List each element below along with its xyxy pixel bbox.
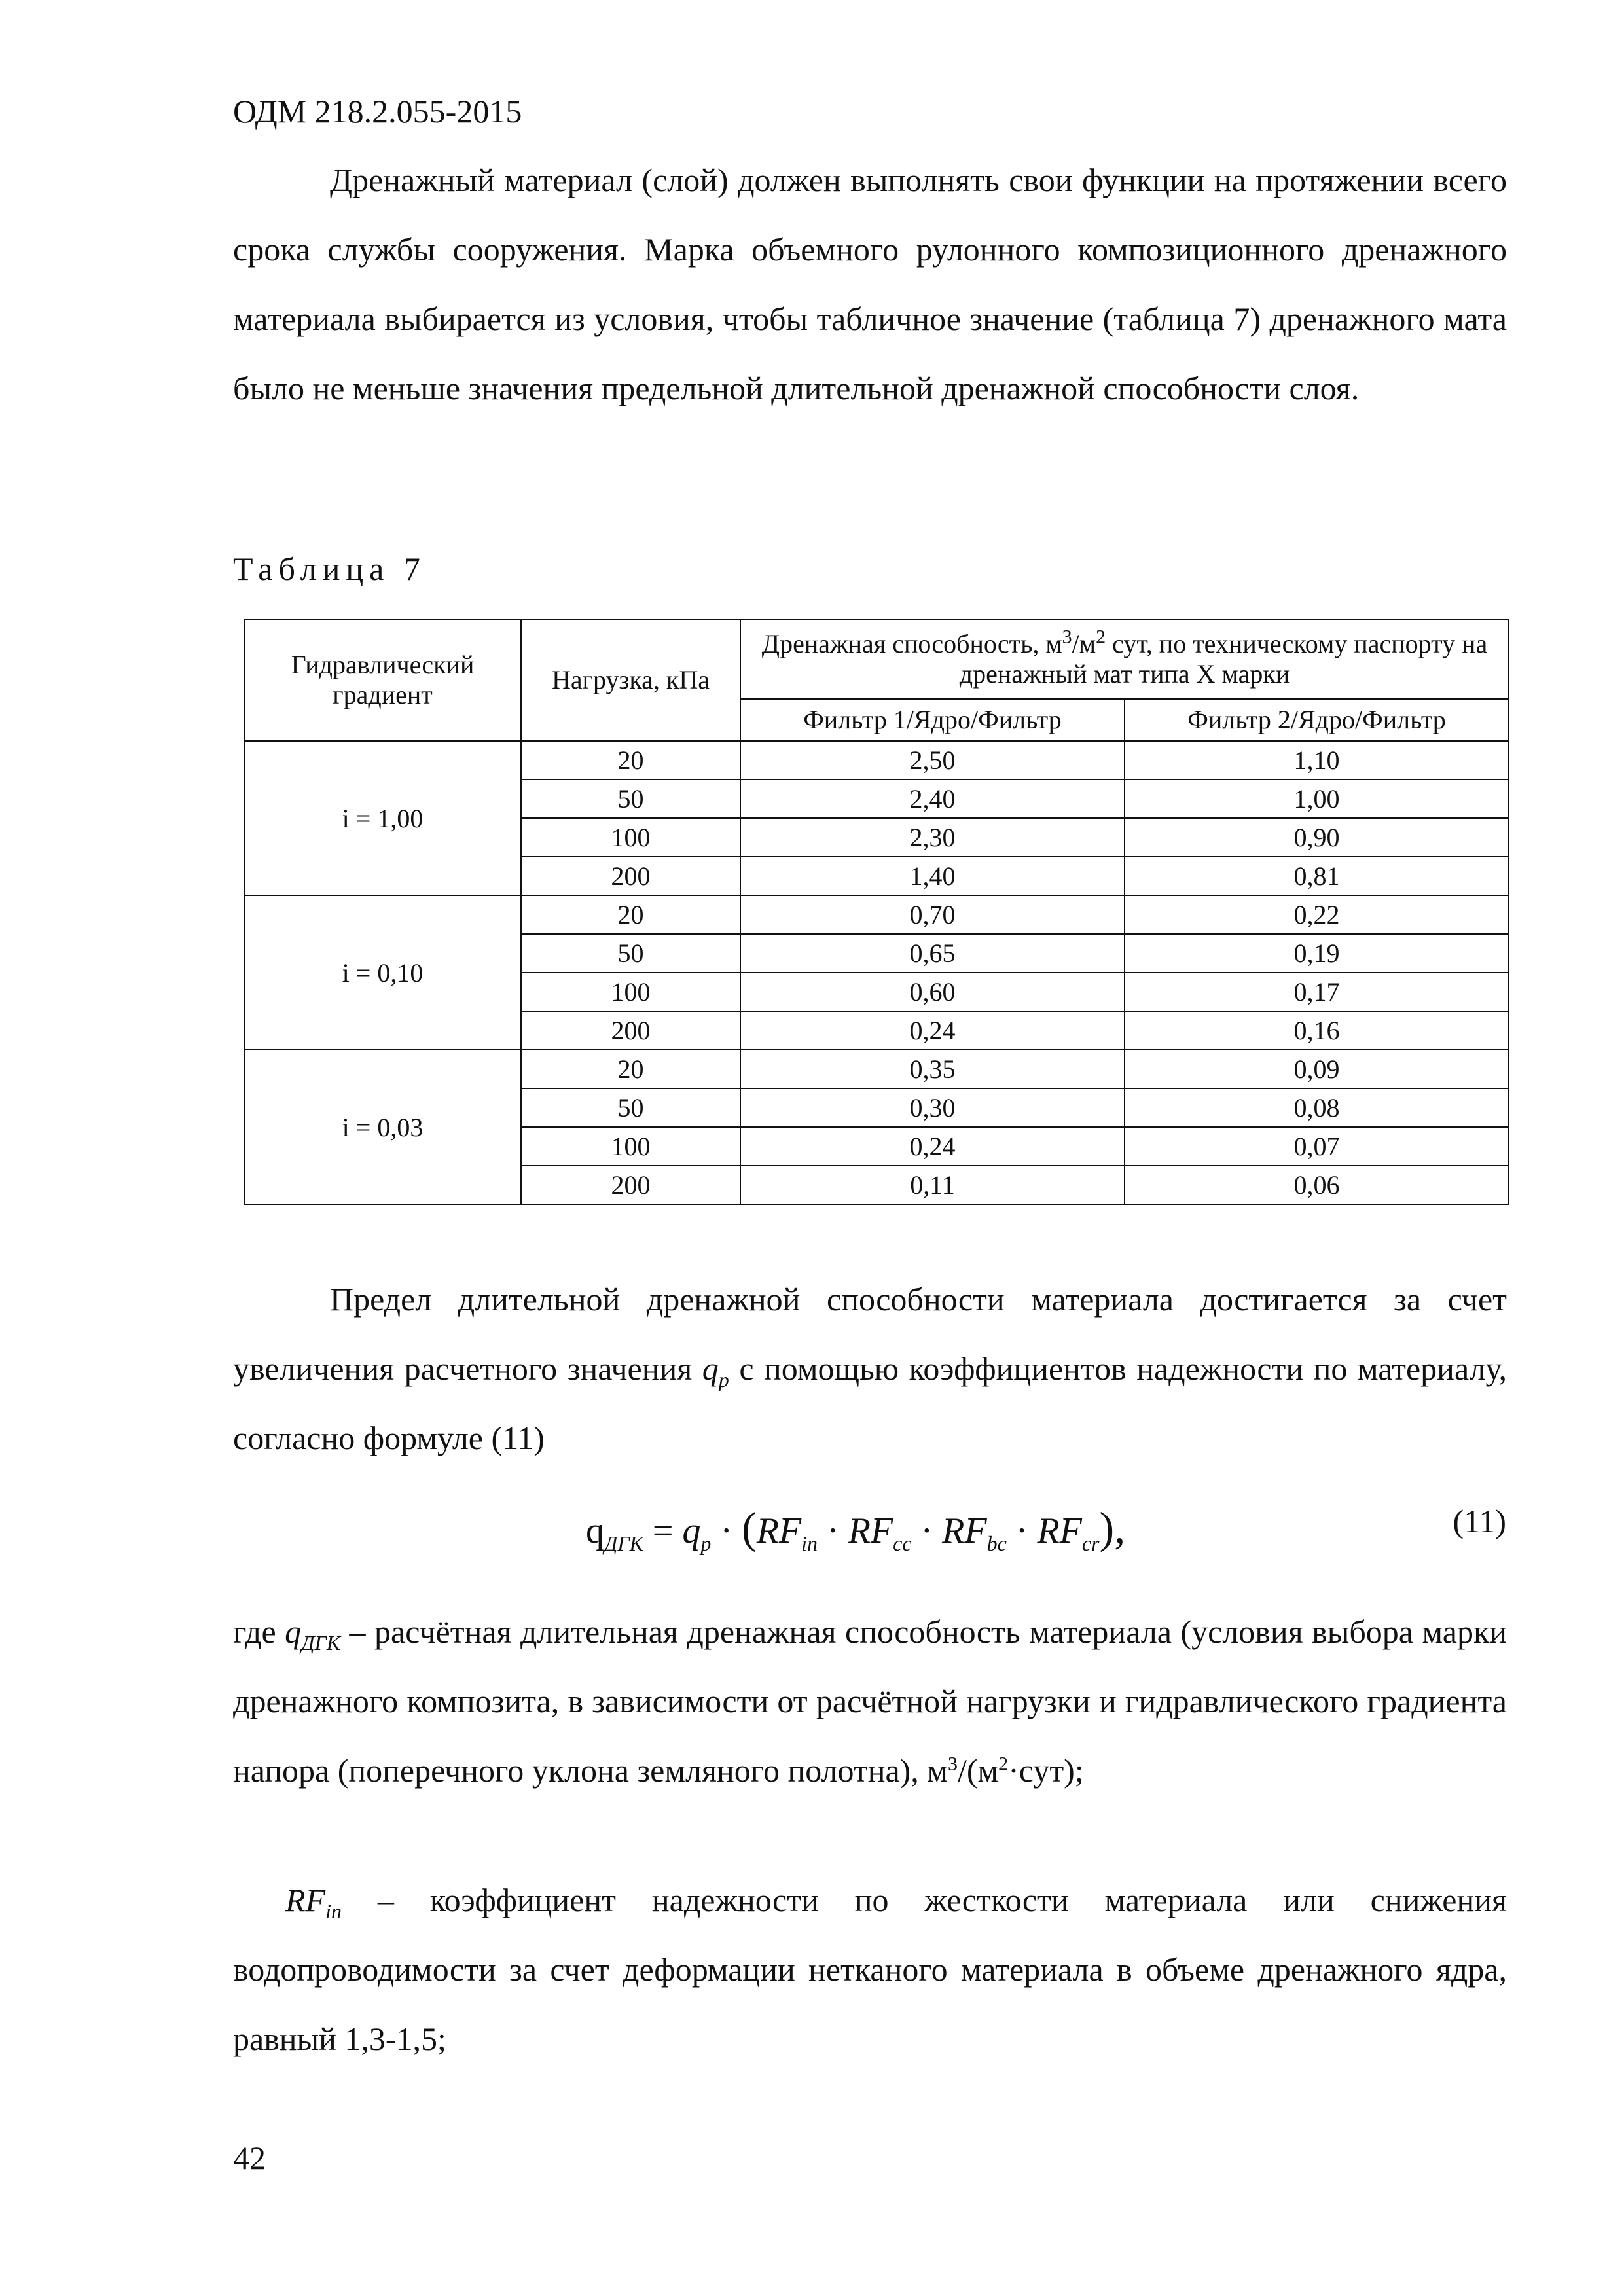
formula-q-subscript: p [700,1532,712,1556]
gradient-cell: i = 0,03 [244,1050,521,1204]
unit-m: м [927,1752,948,1789]
table-caption: Таблица 7 [233,550,426,587]
term-subscript: in [325,1899,342,1923]
header-filter1: Фильтр 1/Ядро/Фильтр [740,699,1125,741]
gradient-cell: i = 0,10 [244,895,521,1050]
filter2-cell: 0,16 [1125,1011,1509,1050]
paragraph-limit-capacity [233,1265,1507,1473]
variable-q-letter: q [702,1350,719,1387]
filter2-cell: 0,08 [1125,1088,1509,1127]
filter2-cell: 0,19 [1125,934,1509,973]
header-capacity-mid: /м [1072,629,1096,658]
filter1-cell: 2,50 [740,741,1125,780]
filter2-cell: 0,22 [1125,895,1509,934]
formula-dot: · [827,1511,839,1551]
filter1-cell: 0,11 [740,1166,1125,1204]
filter2-cell: 1,10 [1125,741,1509,780]
formula-rf-subscript: cc [893,1532,912,1556]
paragraph1-text: Дренажный материал (слой) должен выполнять свои функции на протяжении всего срока службы сооружения. Марка объемного рулонного композиционного дренажного материала выбирается из условия, чтобы табличное значение (таблица 7) дренажного мата было не меньше значения предельной длительной дренажной способности слоя. [233,162,1507,406]
paragraph2-after: с помощью коэффициентов надежности по материалу, согласно формуле (11) [233,1350,1507,1456]
formula-rf-subscript: bc [986,1532,1007,1556]
variable-qdgk-letter: q [285,1613,302,1650]
table-row [244,1050,1509,1088]
unit-mid: /(м [957,1752,999,1789]
load-cell: 200 [521,1166,740,1204]
formula-lhs-subscript: ДГК [604,1532,643,1556]
load-cell: 50 [521,1088,740,1127]
filter1-cell: 0,24 [740,1127,1125,1166]
formula-rf: RF [942,1511,987,1551]
table-body [244,741,1509,1204]
filter1-cell: 0,24 [740,1011,1125,1050]
header-capacity-sup: 3 [1062,626,1072,648]
variable-q-subscript: p [718,1368,729,1391]
load-cell: 200 [521,1011,740,1050]
formula-q: q [682,1511,701,1551]
variable-q [702,1350,729,1391]
header-filter2: Фильтр 2/Ядро/Фильтр [1125,699,1509,741]
paragraph3-lead: где [233,1613,276,1650]
load-cell: 100 [521,973,740,1011]
variable-qdgk-subscript: ДГК [301,1631,340,1655]
load-cell: 20 [521,895,740,934]
drainage-capacity-table [244,619,1509,1205]
formula-open-paren: ( [742,1503,757,1552]
formula-11 [586,1502,1125,1556]
load-cell: 100 [521,818,740,857]
term-rfin [285,1882,342,1923]
filter2-cell: 1,00 [1125,780,1509,818]
header-gradient: Гидравлический градиент [244,619,521,741]
paragraph-drainage-function [233,145,1507,423]
header-capacity [740,619,1509,699]
filter1-cell: 2,40 [740,780,1125,818]
unit-end: ·сут); [1008,1752,1084,1789]
filter1-cell: 2,30 [740,818,1125,857]
filter1-cell: 0,65 [740,934,1125,973]
load-cell: 200 [521,857,740,895]
header-load: Нагрузка, кПа [521,619,740,741]
filter1-cell: 0,70 [740,895,1125,934]
formula-rf-subscript: cr [1081,1532,1100,1556]
term-rf: RF [285,1882,326,1918]
formula-close-paren: ), [1099,1503,1126,1552]
document-code: ОДМ 218.2.055-2015 [233,93,522,130]
gradient-cell: i = 1,00 [244,741,521,895]
table-row [244,895,1509,934]
load-cell: 50 [521,780,740,818]
header-capacity-text: Дренажная способность, м [761,629,1062,658]
unit [927,1752,1083,1789]
formula-lhs: q [586,1511,604,1551]
page-number: 42 [233,2140,266,2176]
formula-equals: = [652,1511,674,1551]
paragraph3-text: – расчётная длительная дренажная способность материала (условия выбора марки дренажного композита, в зависимости от расчётной нагрузки и гидравлического градиента напора (поперечного уклона земляного полотна), [233,1613,1507,1789]
formula-rf-subscript: in [801,1532,818,1556]
formula-dot: · [720,1511,733,1551]
filter1-cell: 0,60 [740,973,1125,1011]
unit-sup: 3 [947,1753,958,1775]
load-cell: 50 [521,934,740,973]
paragraph2-before: Предел длительной дренажной способности материала достигается за счет увеличения расчетного значения [233,1281,1507,1387]
filter1-cell: 0,35 [740,1050,1125,1088]
formula-rf: RF [1037,1511,1082,1551]
load-cell: 100 [521,1127,740,1166]
load-cell: 20 [521,1050,740,1088]
paragraph-rfin-definition [233,1865,1507,2073]
filter1-cell: 1,40 [740,857,1125,895]
formula-dot: · [1015,1511,1028,1551]
formula-rf: RF [756,1511,802,1551]
formula-dot: · [920,1511,933,1551]
header-capacity-sup: 2 [1096,626,1106,648]
paragraph4-text: – коэффициент надежности по жесткости материала или снижения водопроводимости за счет деформации нетканого материала в объеме дренажного ядра, равный 1,3-1,5; [233,1882,1507,2057]
filter2-cell: 0,07 [1125,1127,1509,1166]
filter2-cell: 0,06 [1125,1166,1509,1204]
load-cell: 20 [521,741,740,780]
header-capacity-suffix: сут, по техническому паспорту на дренажный мат типа X марки [959,629,1488,689]
unit-sup: 2 [998,1753,1009,1775]
formula-number: (11) [1453,1503,1506,1539]
formula-rf: RF [848,1511,893,1551]
filter2-cell: 0,81 [1125,857,1509,895]
filter1-cell: 0,30 [740,1088,1125,1127]
paragraph-qdgk-definition [233,1597,1507,1805]
filter2-cell: 0,90 [1125,818,1509,857]
filter2-cell: 0,17 [1125,973,1509,1011]
variable-qdgk [285,1613,340,1655]
table-row [244,741,1509,780]
filter2-cell: 0,09 [1125,1050,1509,1088]
